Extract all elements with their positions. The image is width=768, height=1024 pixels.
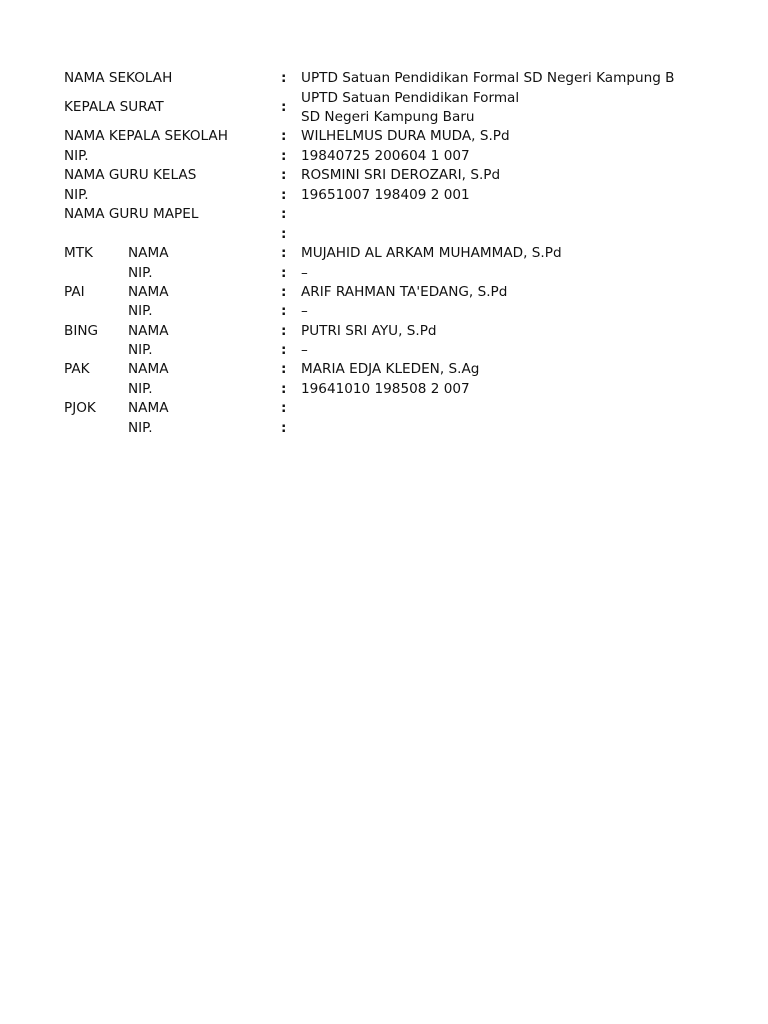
colon-separator: :: [281, 400, 287, 416]
colon-separator: :: [281, 225, 287, 242]
colon-separator: :: [281, 245, 287, 261]
colon-separator: :: [281, 322, 287, 339]
subject-name-label: NAMA: [128, 400, 169, 416]
colon-separator: :: [281, 284, 287, 300]
subject-nip-label: NIP.: [128, 419, 153, 436]
subject-nip-label: NIP.: [128, 342, 153, 358]
subject-nip-row-pak: [0, 380, 768, 399]
subject-teacher-nip: –: [301, 264, 308, 281]
letterhead-value-line2: SD Negeri Kampung Baru: [301, 108, 475, 125]
subject-code: MTK: [64, 245, 93, 261]
colon-separator: :: [281, 361, 287, 377]
principal-nip-value: 19840725 200604 1 007: [301, 147, 470, 164]
subject-teacher-nip: –: [301, 303, 308, 319]
subject-teacher-blank-row: [0, 225, 768, 244]
principal-label: NAMA KEPALA SEKOLAH: [64, 128, 228, 144]
subject-teacher-label: NAMA GURU MAPEL: [64, 206, 199, 222]
subject-name-label: NAMA: [128, 322, 169, 339]
colon-separator: :: [281, 206, 287, 222]
subject-code: PAK: [64, 361, 90, 377]
subject-name-row-pak: [0, 360, 768, 379]
class-teacher-value: ROSMINI SRI DEROZARI, S.Pd: [301, 167, 501, 183]
subject-name-row-mtk: [0, 244, 768, 263]
subject-teacher-name: ARIF RAHMAN TA'EDANG, S.Pd: [301, 284, 508, 300]
subject-nip-row-mtk: [0, 264, 768, 283]
letterhead-row: [0, 89, 768, 128]
subject-teacher-nip: 19641010 198508 2 007: [301, 380, 470, 397]
colon-separator: :: [281, 342, 287, 358]
subject-nip-row-pai: [0, 302, 768, 321]
letterhead-label: KEPALA SURAT: [64, 99, 164, 116]
colon-separator: :: [281, 264, 287, 281]
colon-separator: :: [281, 303, 287, 319]
colon-separator: :: [281, 419, 287, 436]
subject-name-label: NAMA: [128, 284, 169, 300]
subject-nip-label: NIP.: [128, 264, 153, 281]
subject-nip-row-bing: [0, 341, 768, 360]
class-teacher-row: [0, 166, 768, 185]
school-name-row: [0, 69, 768, 88]
subject-nip-label: NIP.: [128, 380, 153, 397]
subject-teacher-name: PUTRI SRI AYU, S.Pd: [301, 322, 437, 339]
colon-separator: :: [281, 70, 287, 86]
colon-separator: :: [281, 147, 287, 164]
principal-nip-row: [0, 147, 768, 166]
colon-separator: :: [281, 128, 287, 144]
subject-name-row-pai: [0, 283, 768, 302]
principal-row: [0, 127, 768, 146]
class-teacher-nip-value: 19651007 198409 2 001: [301, 186, 470, 203]
subject-teacher-name: MUJAHID AL ARKAM MUHAMMAD, S.Pd: [301, 245, 562, 261]
school-name-value: UPTD Satuan Pendidikan Formal SD Negeri Kampung B: [301, 70, 675, 86]
subject-nip-label: NIP.: [128, 303, 153, 319]
subject-nip-row-pjok: [0, 419, 768, 438]
subject-teacher-nip: –: [301, 342, 308, 358]
class-teacher-nip-label: NIP.: [64, 186, 89, 203]
class-teacher-nip-row: [0, 186, 768, 205]
subject-code: PAI: [64, 284, 85, 300]
colon-separator: :: [281, 99, 287, 116]
subject-name-row-pjok: [0, 399, 768, 418]
letterhead-value-line1: UPTD Satuan Pendidikan Formal: [301, 89, 520, 106]
class-teacher-label: NAMA GURU KELAS: [64, 167, 197, 183]
principal-value: WILHELMUS DURA MUDA, S.Pd: [301, 128, 510, 144]
subject-code: BING: [64, 322, 99, 339]
colon-separator: :: [281, 186, 287, 203]
principal-nip-label: NIP.: [64, 147, 89, 164]
colon-separator: :: [281, 380, 287, 397]
subject-name-label: NAMA: [128, 245, 169, 261]
colon-separator: :: [281, 167, 287, 183]
subject-name-label: NAMA: [128, 361, 169, 377]
subject-name-row-bing: [0, 322, 768, 341]
subject-teacher-row: [0, 205, 768, 224]
school-name-label: NAMA SEKOLAH: [64, 70, 173, 86]
subject-teacher-name: MARIA EDJA KLEDEN, S.Ag: [301, 361, 480, 377]
subject-code: PJOK: [64, 400, 96, 416]
